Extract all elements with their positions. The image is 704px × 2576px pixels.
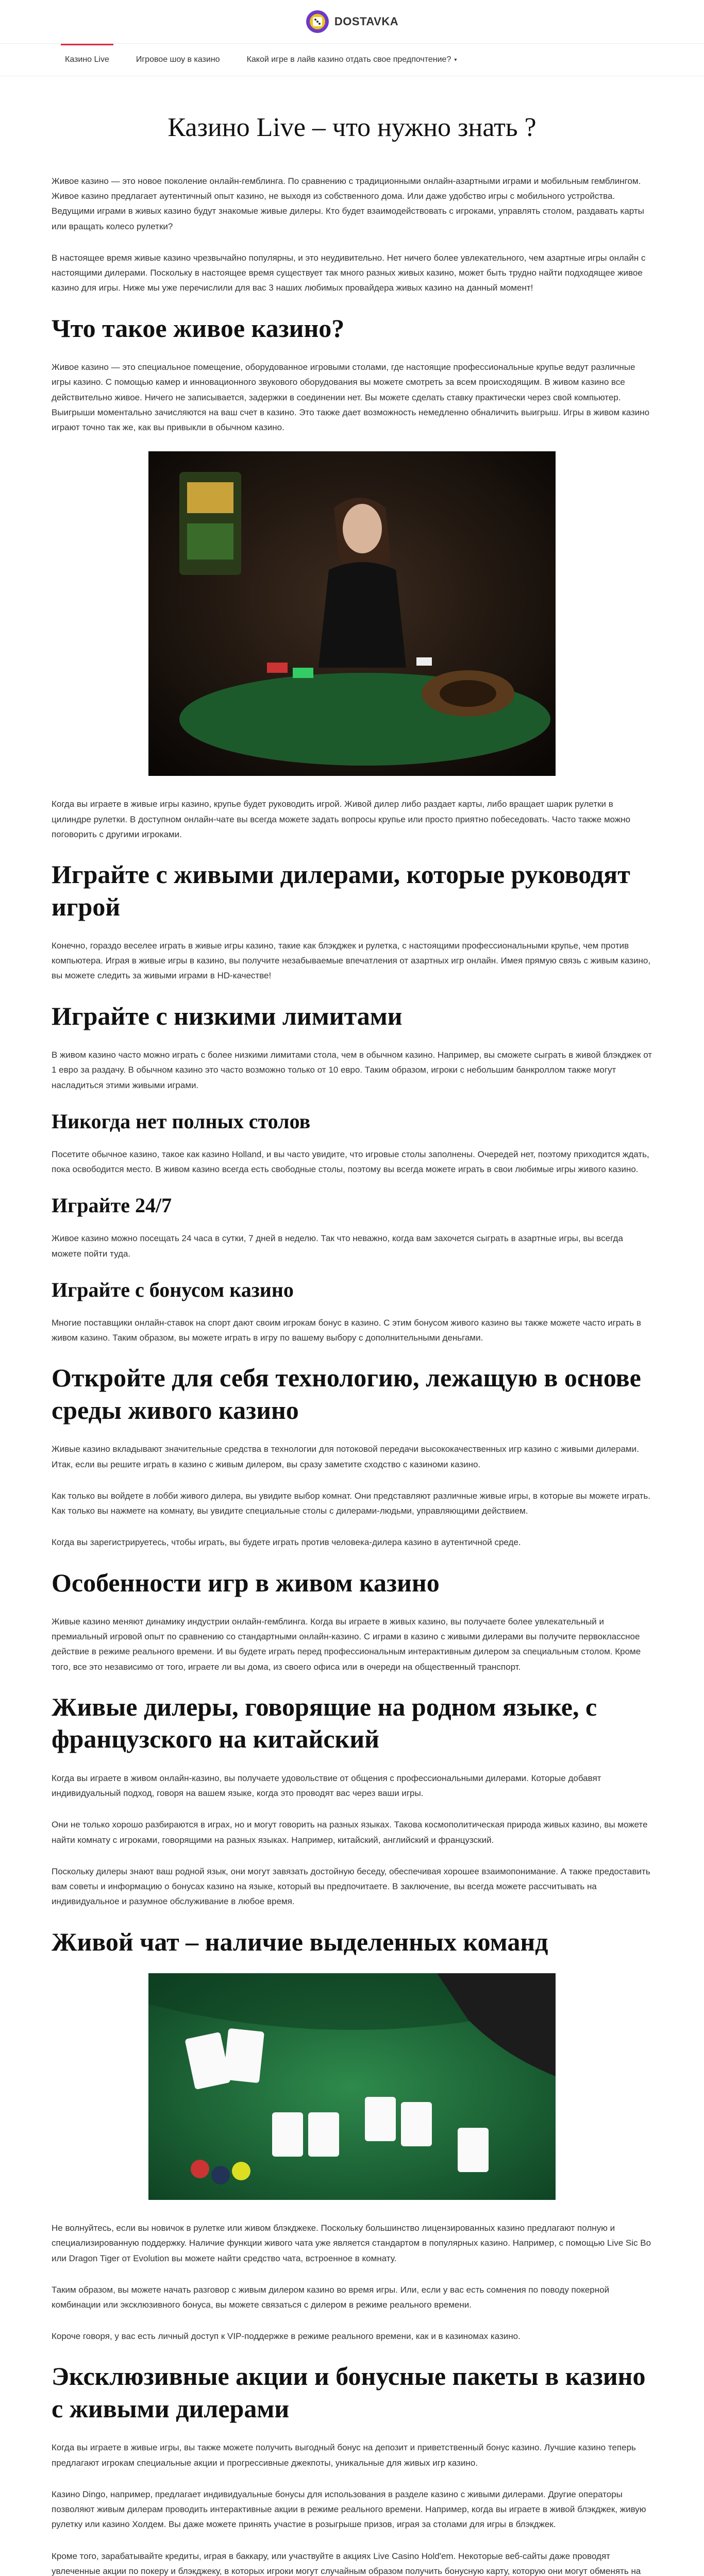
- page-title: Казино Live – что нужно знать ?: [167, 113, 537, 142]
- paragraph: Конечно, гораздо веселее играть в живые игры казино, такие как блэкджек и рулетка, с настоящими профессиональными крупье, чем против компьютера. Играя в живые игры в казино, вы получите незабываемые впечатления от азартных игр онлайн. Имея прямую связь с живым казино, вы можете следить за живыми играми в HD-качестве!: [52, 941, 651, 981]
- paragraph: Живое казино — это специальное помещение, оборудованное игровыми столами, где настоящие профессиональные крупье ведут различные игры казино. С помощью камер и инновационного звукового оборудования вы можете смотреть за всем происходящим. В живом казино все действительно живое. Ничего не записывается, задержки в соединении нет. Вы можете сделать ставку практически через свой компьютер. Выигрыши моментально зачисляются на ваш счет в казино. Это также дает возможность немедленно обналичить выигрыш. Игры в живом казино играют точно так же, как вы привыкли в обычном казино.: [52, 362, 650, 433]
- section-title: Живой чат – наличие выделенных команд: [52, 1927, 548, 1956]
- chevron-down-icon: ▾: [454, 57, 457, 63]
- paragraph: Как только вы войдете в лобби живого дилера, вы увидите выбор комнат. Они представляют различные живые игры, в которые вы можете играть. Как только вы нажмете на комнату, вы увидите специальные столы с дилерами-людьми, управляющими действием.: [52, 1490, 650, 1516]
- paragraph: Живые казино меняют динамику индустрии онлайн-гемблинга. Когда вы играете в живых казино, вы получаете более увлекательный и премиальный игровой опыт по сравнению со стандартными онлайн-казино. С играми в казино с живыми дилерами вы получите первоклассное действие в режиме реального времени. И вы будете играть перед профессиональным интерактивным дилером за специальным столом. Кроме того, все это независимо от того, играете ли вы дома, из своего офиса или в очереди на общественный транспорт.: [52, 1617, 641, 1672]
- section-title: Никогда нет полных столов: [52, 1109, 311, 1133]
- section-title: Играйте 24/7: [52, 1194, 172, 1217]
- paragraph: Короче говоря, у вас есть личный доступ к VIP-поддержке в режиме реального времени, как и в казиномах казино.: [52, 2331, 521, 2342]
- paragraph: Посетите обычное казино, такое как казино Holland, и вы часто увидите, что игровые столы заполнены. Очередей нет, поэтому приходится ждать, пока освободится место. В живом казино всегда есть свободные столы, поэтому вы всегда можете играть в свои любимые игры живого казино.: [52, 1149, 649, 1175]
- section-title: Особенности игр в живом казино: [52, 1568, 440, 1597]
- nav-item-label: Какой игре в лайв казино отдать свое предпочтение?: [246, 55, 451, 64]
- paragraph: Когда вы зарегистрируетесь, чтобы играть, вы будете играть против человека-дилера казино в аутентичной среде.: [52, 1537, 521, 1548]
- paragraph: Живое казино — это новое поколение онлайн-гемблинга. По сравнению с традиционными онлайн-азартными играми и мобильным гемблингом. Живое казино предлагает аутентичный опыт казино, не выходя из собственного дома. Или даже удобство игры с мобильного устройства. Ведущими играми в живых казино будут знакомые живые дилеры. Кто будет взаимодействовать с игроками, управлять столом, раздавать карты или вращать колесо рулетки?: [52, 176, 644, 231]
- paragraph: Многие поставщики онлайн-ставок на спорт дают своим игрокам бонус в казино. С этим бонусом живого казино вы также можете часто играть в живом казино. Таким образом, вы можете играть в игру по вашему выбору с дополнительными деньгами.: [52, 1317, 641, 1343]
- article: [52, 76, 652, 2576]
- nav-item-label: Игровое шоу в казино: [136, 55, 220, 64]
- section-title: Играйте с живыми дилерами, которые руководят игрой: [52, 860, 630, 921]
- paragraph: Они не только хорошо разбираются в играх, но и могут говорить на разных языках. Такова космополитическая природа живых казино, вы можете найти комнату с игроками, говорящими на разных языках. Например, китайский, английский и французский.: [52, 1820, 648, 1845]
- section-title: Играйте с низкими лимитами: [52, 1001, 403, 1030]
- paragraph: Таким образом, вы можете начать разговор с живым дилером казино во время игры. Или, если у вас есть сомнения по поводу покерной комбинации или эксклюзивного бонуса, вы можете связаться с дилером в режиме реального времени.: [52, 2284, 610, 2310]
- paragraph: В живом казино часто можно играть с более низкими лимитами стола, чем в обычном казино. Например, вы сможете сыграть в живой блэкджек от 1 евро за раздачу. В обычном казино это часто возможно только от 10 евро. Таким образом, игроки с небольшим банкроллом также могут насладиться этими живыми играми.: [52, 1050, 652, 1090]
- section-title: Живые дилеры, говорящие на родном языке, с французского на китайский: [52, 1692, 597, 1754]
- section-title: Откройте для себя технологию, лежащую в основе среды живого казино: [52, 1363, 641, 1425]
- paragraph: Казино Dingo, например, предлагает индивидуальные бонусы для использования в разделе казино с живыми дилерами. Другие операторы позволяют живым дилерам проводить интерактивные акции в режиме реального времени. Например, когда вы играете в живой блэкджек, живую рулетку или казино Холдем. Вы даже можете принять участие в розыгрыше призов, играя за столами для игры в блэкджек.: [52, 2489, 646, 2530]
- section-title: Эксклюзивные акции и бонусные пакеты в казино с живыми дилерами: [52, 2362, 646, 2423]
- section-title: Играйте с бонусом казино: [52, 1278, 294, 1301]
- paragraph: Когда вы играете в живые игры, вы также можете получить выгодный бонус на депозит и приветственный бонус казино. Лучшие казино теперь предлагают игрокам специальные акции и прогрессивные джекпоты, уникальные для живых игр казино.: [52, 2443, 636, 2468]
- nav-item-which-game[interactable]: [233, 44, 471, 76]
- nav-item-game-show[interactable]: [123, 44, 233, 76]
- paragraph: Живые казино вкладывают значительные средства в технологии для потоковой передачи высококачественных игр казино с живыми дилерами. Итак, если вы решите играть в казино с живым дилером, вы сразу заметите сходство с казиноми казино.: [52, 1444, 639, 1469]
- nav-item-live-casino[interactable]: [52, 44, 123, 76]
- dice-logo-icon: [306, 10, 329, 33]
- paragraph: Кроме того, зарабатывайте кредиты, играя в баккару, или участвуйте в акциях Live Casino Hold'em. Некоторые веб-сайты даже проводят увлеченные акции по покеру и блэкджеку, в которых игроки могут случайным образом получить бонусную карту, которую они могут обменять на: [52, 2551, 641, 2576]
- nav-item-label: Казино Live: [65, 55, 109, 64]
- croupier-roulette-image: [148, 451, 556, 776]
- paragraph: Не волнуйтесь, если вы новичок в рулетке или живом блэкджеке. Поскольку большинство лицензированных казино предлагают полную и специализированную поддержку. Наличие функции живого чата уже является стандартом в популярных казино. Например, с помощью Live Sic Bo или Dragon Tiger от Evolution вы можете найти средство чата, встроенное в комнату.: [52, 2223, 651, 2263]
- main-nav: [0, 44, 704, 76]
- section-title: Что такое живое казино?: [52, 313, 345, 343]
- paragraph: Живое казино можно посещать 24 часа в сутки, 7 дней в неделю. Так что неважно, когда вам захочется сыграть в азартные игры, вы всегда можете пойти туда.: [52, 1233, 623, 1259]
- logo[interactable]: [306, 10, 398, 33]
- site-header: [0, 0, 704, 44]
- paragraph: Когда вы играете в живом онлайн-казино, вы получаете удовольствие от общения с профессиональными дилерами. Которые добавят индивидуальный подход, говоря на вашем языке, когда это проводят вас через ваши игры.: [52, 1773, 601, 1799]
- paragraph: Поскольку дилеры знают ваш родной язык, они могут завязать достойную беседу, обеспечивая хорошее взаимопонимание. А также предоставить вам советы и информацию о бонусах казино на языке, который вы предпочитаете. В заключение, вы всегда можете рассчитывать на индивидуальное и разумное обслуживание в любое время.: [52, 1866, 650, 1907]
- blackjack-table-image: [148, 1973, 556, 2200]
- paragraph: Когда вы играете в живые игры казино, крупье будет руководить игрой. Живой дилер либо раздает карты, либо вращает шарик рулетки в цилиндре рулетки. В доступном онлайн-чате вы всегда можете задать вопросы крупье или просто приятно побеседовать. Часто также можно поговорить с другими игроками.: [52, 799, 631, 839]
- logo-text: DOSTAVKA: [334, 15, 399, 28]
- paragraph: В настоящее время живые казино чрезвычайно популярны, и это неудивительно. Нет ничего более увлекательного, чем азартные игры онлайн с настоящими дилерами. Поскольку в настоящее время существует так много разных живых казино, может быть трудно найти подходящее живое казино для игры. Ниже мы уже перечислили для вас 3 наших любимых провайдера живых казино на данный момент!: [52, 252, 646, 293]
